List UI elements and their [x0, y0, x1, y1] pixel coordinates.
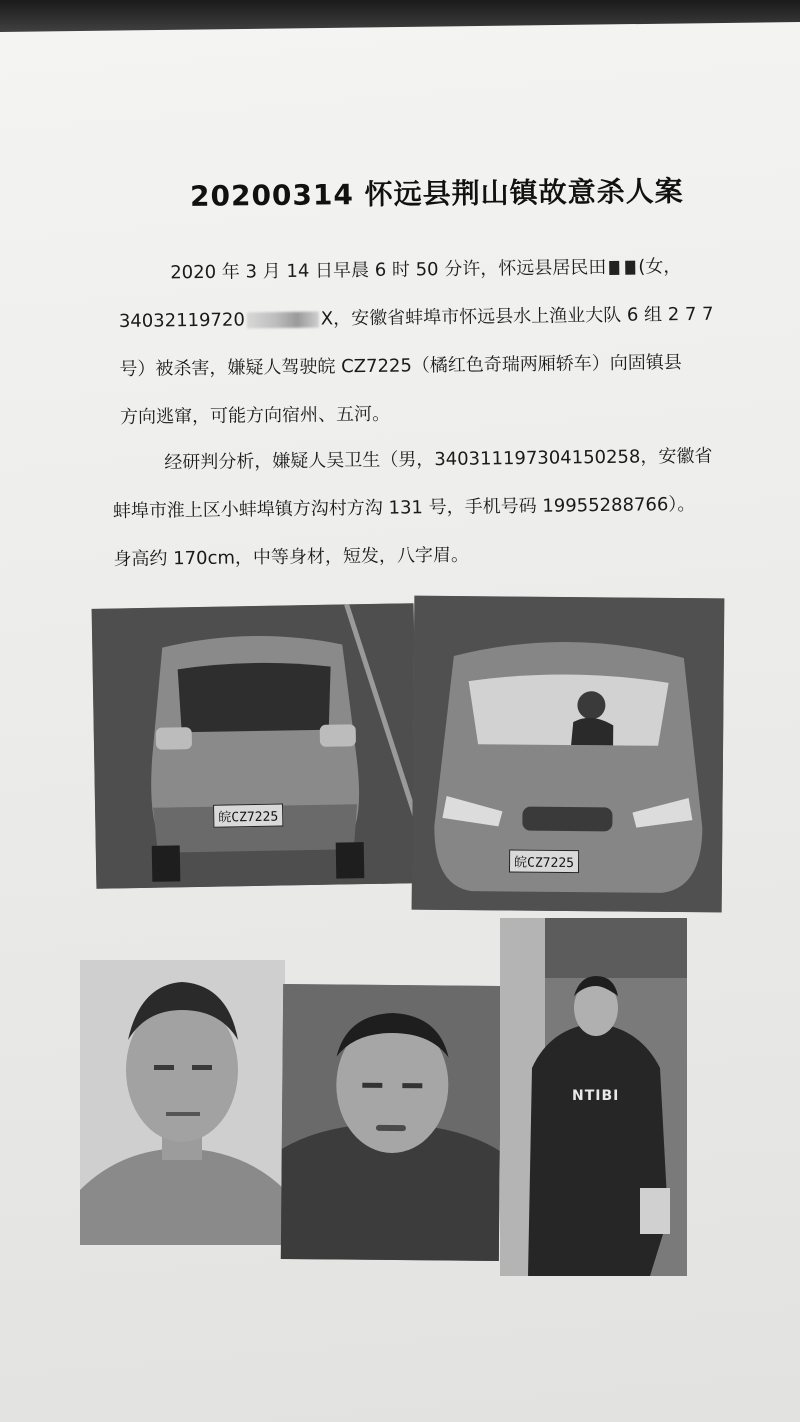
case-line-2: 34032119720 X，安徽省蚌埠市怀远县水上渔业大队 6 组 2 7 7	[118, 303, 714, 332]
car-rear-photo	[92, 603, 419, 889]
redacted-name-mark	[609, 261, 619, 275]
redacted-name-mark	[625, 261, 635, 275]
notice-title: 20200314 怀远县荆山镇故意杀人案	[189, 174, 684, 213]
car-front-photo	[412, 596, 725, 913]
license-plate: 皖CZ7225	[509, 849, 579, 873]
case-line-4: 方向逃窜，可能方向宿州、五河。	[119, 403, 391, 428]
suspect-portrait-1	[80, 960, 285, 1245]
case-description	[118, 242, 780, 442]
suspect-line-2: 蚌埠市淮上区小蚌埠镇方沟村方沟 131 号，手机号码 19955288766）。	[112, 493, 696, 522]
suspect-portrait-2	[281, 984, 501, 1261]
suspect-line-3: 身高约 170cm，中等身材，短发，八字眉。	[113, 544, 470, 570]
license-plate: 皖CZ7225	[213, 804, 283, 828]
suspect-line-1: 经研判分析，嫌疑人吴卫生（男，340311197304150258，安徽省	[164, 445, 713, 474]
suspect-photo-2	[281, 984, 501, 1261]
suspect-photo-3	[500, 918, 687, 1276]
case-line-1: 2020 年 3 月 14 日早晨 6 时 50 分许，怀远县居民田 (女，	[170, 256, 682, 284]
shirt-print: NTIBI	[572, 1088, 620, 1104]
suspect-photo-1	[80, 960, 285, 1245]
car-rear-image	[92, 603, 419, 889]
blurred-id-digits	[247, 312, 319, 329]
case-line-3: 号）被杀害，嫌疑人驾驶皖 CZ7225（橘红色奇瑞两厢轿车）向固镇县	[119, 352, 682, 380]
suspect-description	[112, 432, 774, 584]
